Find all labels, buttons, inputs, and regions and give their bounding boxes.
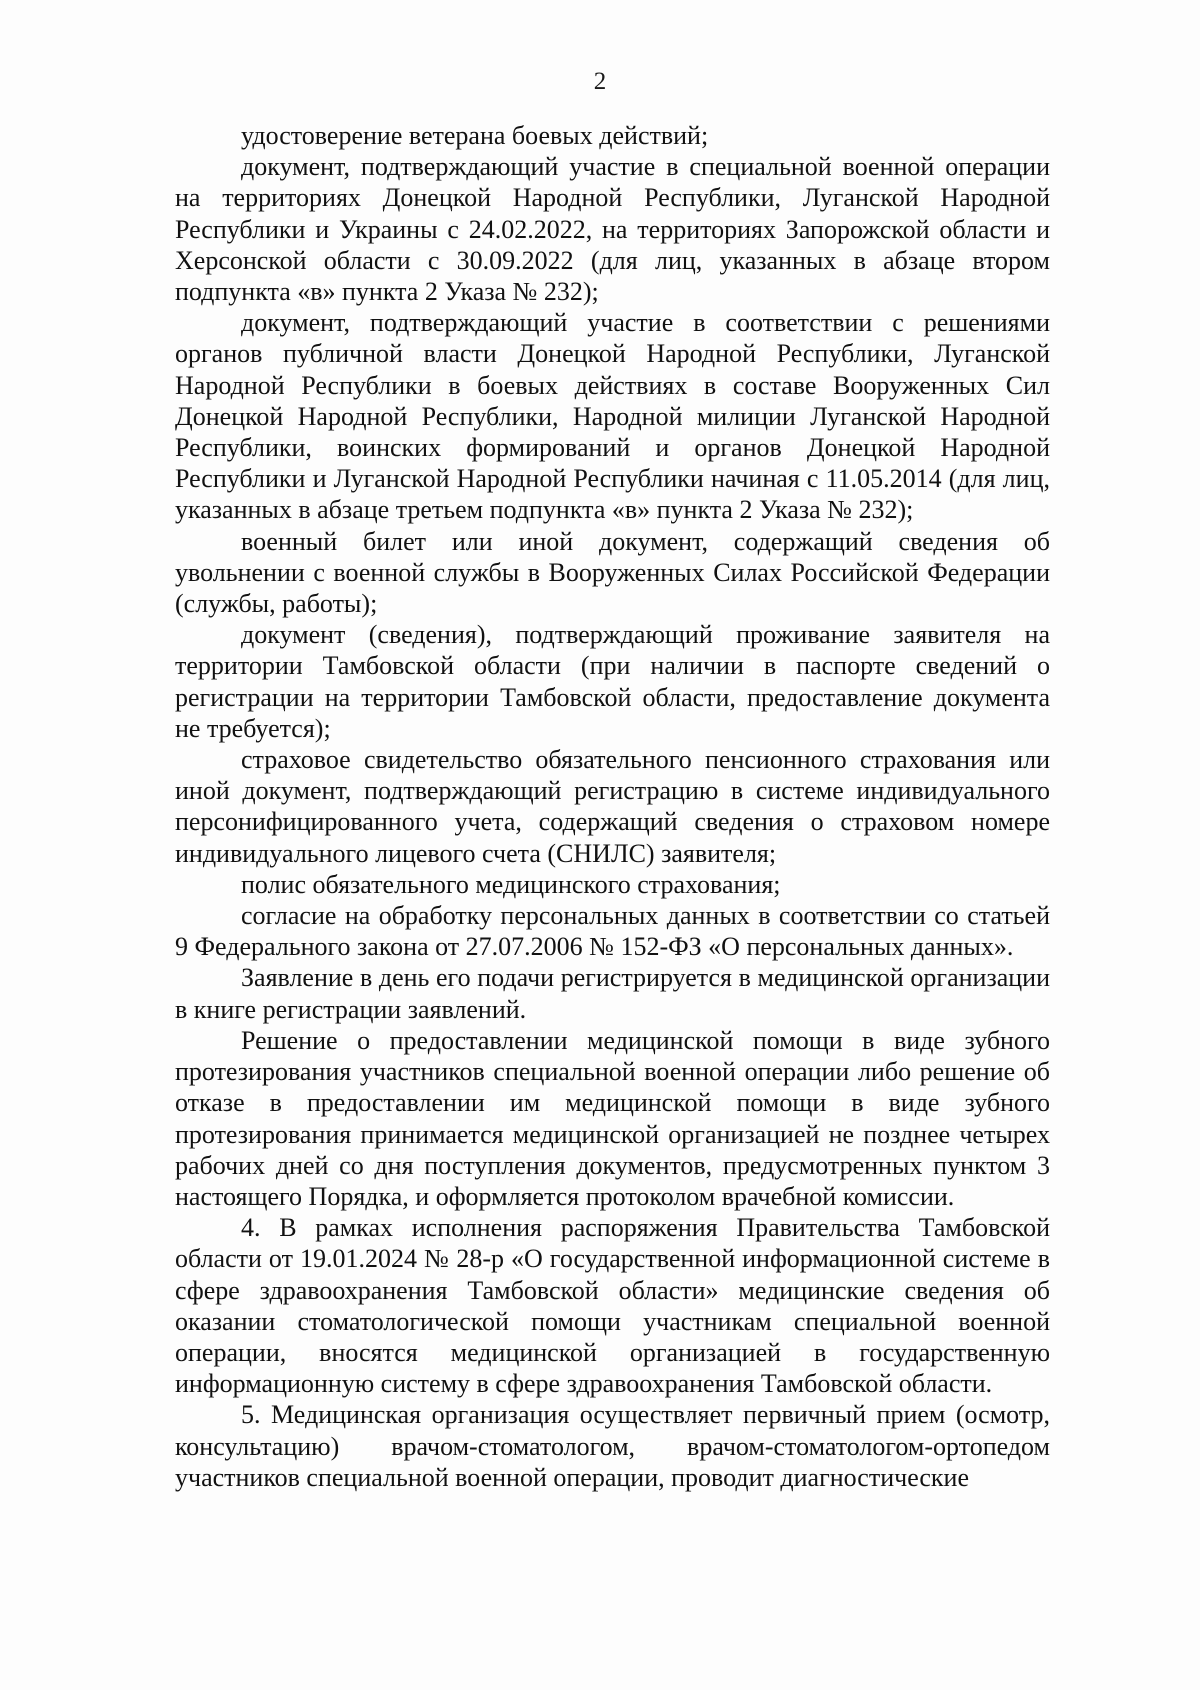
paragraph-item-5: 5. Медицинская организация осуществляет первичный прием (осмотр, консультацию) врачом-стоматологом, врачом-стоматологом-ортопедом участников специальной военной операции, проводит диагностические [175, 1400, 1050, 1492]
paragraph-military-id: военный билет или иной документ, содержащий сведения об увольнении с военной службы в Вооруженных Силах Российской Федерации (службы, работы); [175, 526, 1050, 619]
paragraph-application-registration: Заявление в день его подачи регистрируется в медицинской организации в книге регистрации заявлений. [175, 963, 1050, 1024]
paragraph-svo-participation-document: документ, подтверждающий участие в специальной военной операции на территориях Донецкой Народной Республики, Луганской Народной Республики и Украины с 24.02.2022, на территориях Запорожской области и Херсонской области с 30.09.2022 (для лиц, указанных в абзаце втором подпункта «в» пункта 2 Указа № 232); [175, 152, 1050, 307]
paragraph-oms-policy: полис обязательного медицинского страхования; [241, 869, 781, 899]
paragraph-veteran-certificate: удостоверение ветерана боевых действий; [241, 121, 709, 150]
paragraph-snils: страховое свидетельство обязательного пенсионного страхования или иной документ, подтверждающий регистрацию в системе индивидуального персонифицированного учета, содержащий сведения о страховом номере индивидуального лицевого счета (СНИЛС) заявителя; [175, 745, 1050, 868]
paragraph-residence-document: документ (сведения), подтверждающий проживание заявителя на территории Тамбовской области (при наличии в паспорте сведений о регистрации на территории Тамбовской области, предоставление документа не требуется); [175, 620, 1050, 743]
paragraph-dnr-lnr-participation-document: документ, подтверждающий участие в соответствии с решениями органов публичной власти Донецкой Народной Республики, Луганской Народной Республики в боевых действиях в составе Вооруженных Сил Донецкой Народной Республики, Народной милиции Луганской Народной Республики, воинских формирований и органов Донецкой Народной Республики и Луганской Народной Республики начиная с 11.05.2014 (для лиц, указанных в абзаце третьем подпункта «в» пункта 2 Указа № 232); [175, 308, 1050, 525]
page-number: 2 [593, 68, 607, 95]
paragraph-personal-data-consent: согласие на обработку персональных данных в соответствии со статьей 9 Федерального закона от 27.07.2006 № 152-ФЗ «О персональных данных». [175, 901, 1050, 962]
paragraph-item-4: 4. В рамках исполнения распоряжения Правительства Тамбовской области от 19.01.2024 № 28-р «О государственной информационной системе в сфере здравоохранения Тамбовской области» медицинские сведения об оказании стоматологической помощи участникам специальной военной операции, вносятся медицинской организацией в государственную информационную систему в сфере здравоохранения Тамбовской области. [175, 1213, 1050, 1399]
document-body [175, 120, 1050, 1493]
paragraph-decision: Решение о предоставлении медицинской помощи в виде зубного протезирования участников специальной военной операции либо решение об отказе в предоставлении им медицинской помощи в виде зубного протезирования принимается медицинской организацией не позднее четырех рабочих дней со дня поступления документов, предусмотренных пунктом 3 настоящего Порядка, и оформляется протоколом врачебной комиссии. [175, 1025, 1050, 1211]
